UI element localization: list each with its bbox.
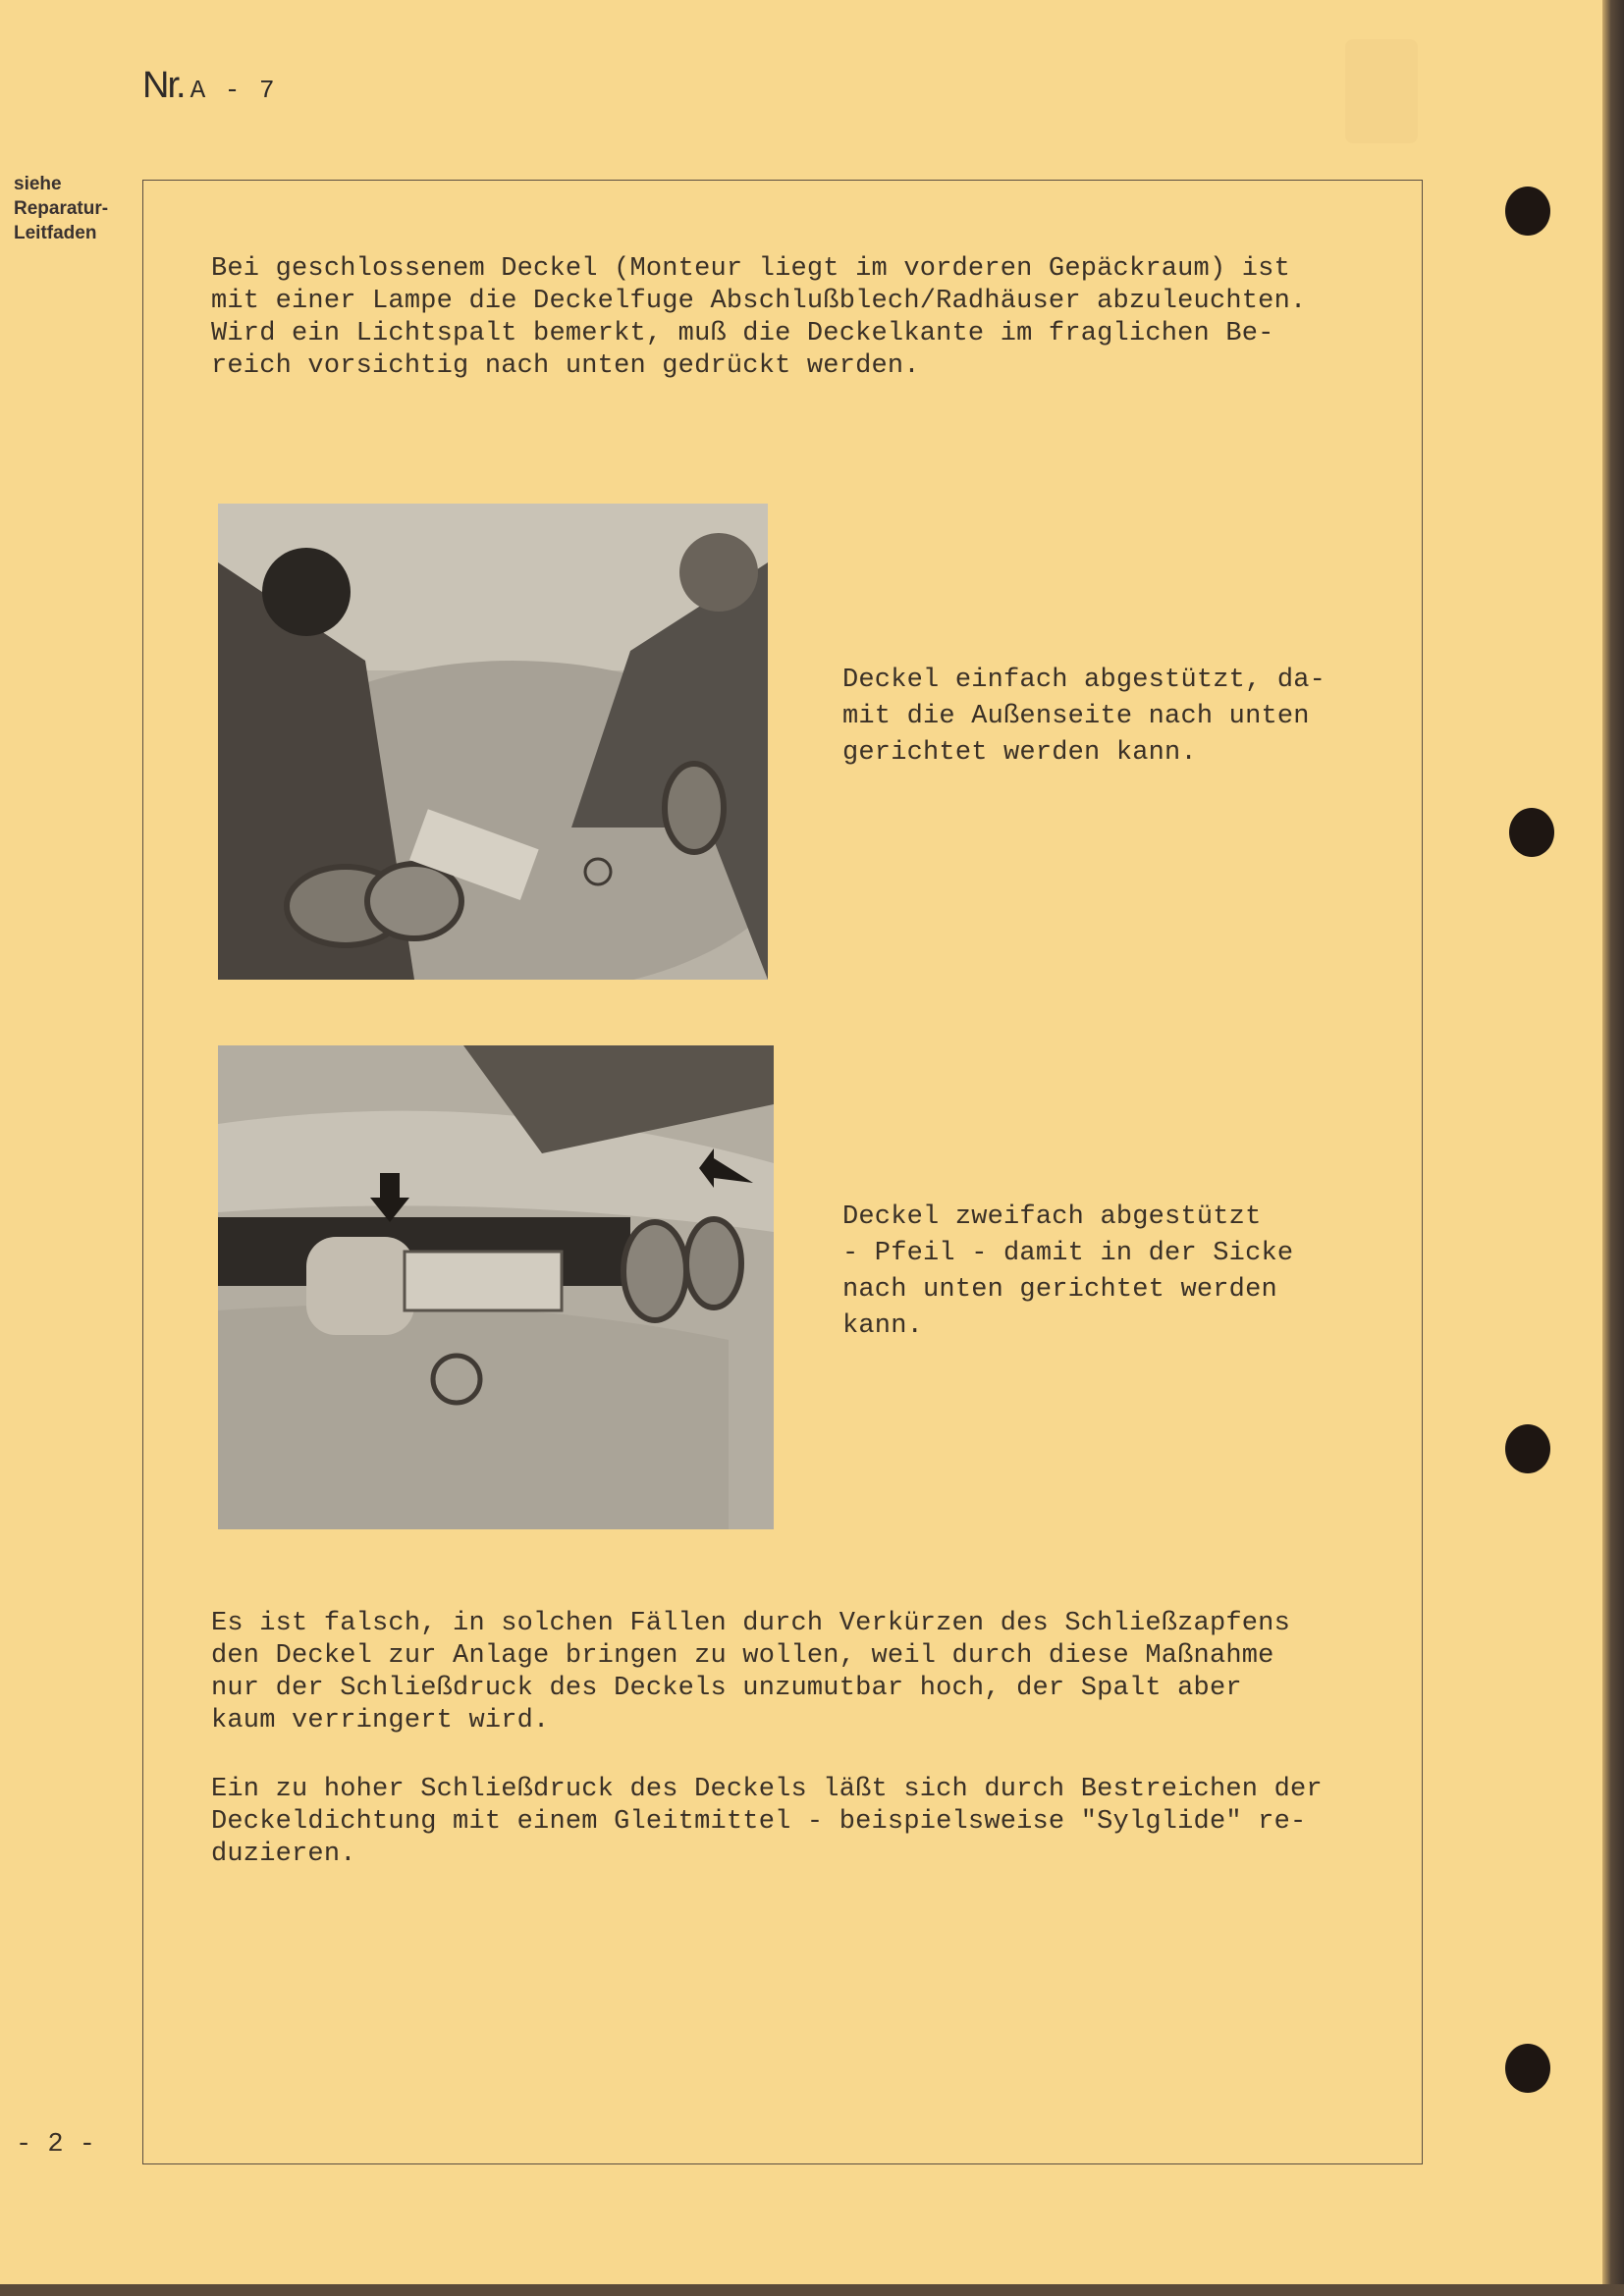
side-note-line: siehe [14,174,62,194]
side-note-line: Reparatur- [14,198,109,219]
caption-line: Deckel zweifach abgestützt [842,1202,1262,1232]
lubricant-paragraph [211,1774,1323,1871]
side-note-line: Leitfaden [14,223,97,243]
punch-hole [1509,808,1554,857]
photo-single-support [218,504,768,980]
figure1-caption [842,663,1326,772]
car-front-photo-2 [218,1045,774,1529]
vw-logo-watermark [1345,39,1418,143]
caption-line: Deckel einfach abgestützt, da- [842,666,1326,695]
warning-paragraph [211,1608,1290,1737]
text-line: reich vorsichtig nach unten gedrückt werden. [211,351,920,381]
text-line: mit einer Lampe die Deckelfuge Abschlußblech/Radhäuser abzuleuchten. [211,287,1307,316]
document-number [142,65,277,107]
intro-paragraph [211,253,1306,383]
punch-hole [1505,2044,1550,2093]
text-line: Deckeldichtung mit einem Gleitmittel - beispielsweise "Sylglide" re- [211,1807,1307,1837]
car-front-photo-1 [218,504,768,980]
caption-line: - Pfeil - damit in der Sicke [842,1239,1294,1268]
nr-code: A - 7 [189,76,277,105]
text-line: Ein zu hoher Schließdruck des Deckels läßt sich durch Bestreichen der [211,1775,1323,1804]
photo-double-support [218,1045,774,1529]
text-line: Es ist falsch, in solchen Fällen durch Verkürzen des Schließzapfens [211,1609,1290,1638]
page-edge [1602,0,1624,2296]
text-line: kaum verringert wird. [211,1706,550,1735]
caption-line: mit die Außenseite nach unten [842,702,1310,731]
punch-hole [1505,187,1550,236]
figure2-caption [842,1200,1293,1345]
text-line: den Deckel zur Anlage bringen zu wollen, weil durch diese Maßnahme [211,1641,1274,1671]
page-bottom-edge [0,2284,1624,2296]
caption-line: nach unten gerichtet werden [842,1275,1277,1305]
caption-line: gerichtet werden kann. [842,738,1197,768]
text-line: duzieren. [211,1840,356,1869]
nr-label: Nr. [142,65,185,106]
page-number: - 2 - [16,2130,96,2160]
text-line: Wird ein Lichtspalt bemerkt, muß die Deckelkante im fraglichen Be- [211,319,1274,348]
punch-hole [1505,1424,1550,1473]
text-line: Bei geschlossenem Deckel (Monteur liegt im vorderen Gepäckraum) ist [211,254,1290,284]
caption-line: kann. [842,1311,924,1341]
side-note [14,172,108,245]
text-line: nur der Schließdruck des Deckels unzumutbar hoch, der Spalt aber [211,1674,1242,1703]
